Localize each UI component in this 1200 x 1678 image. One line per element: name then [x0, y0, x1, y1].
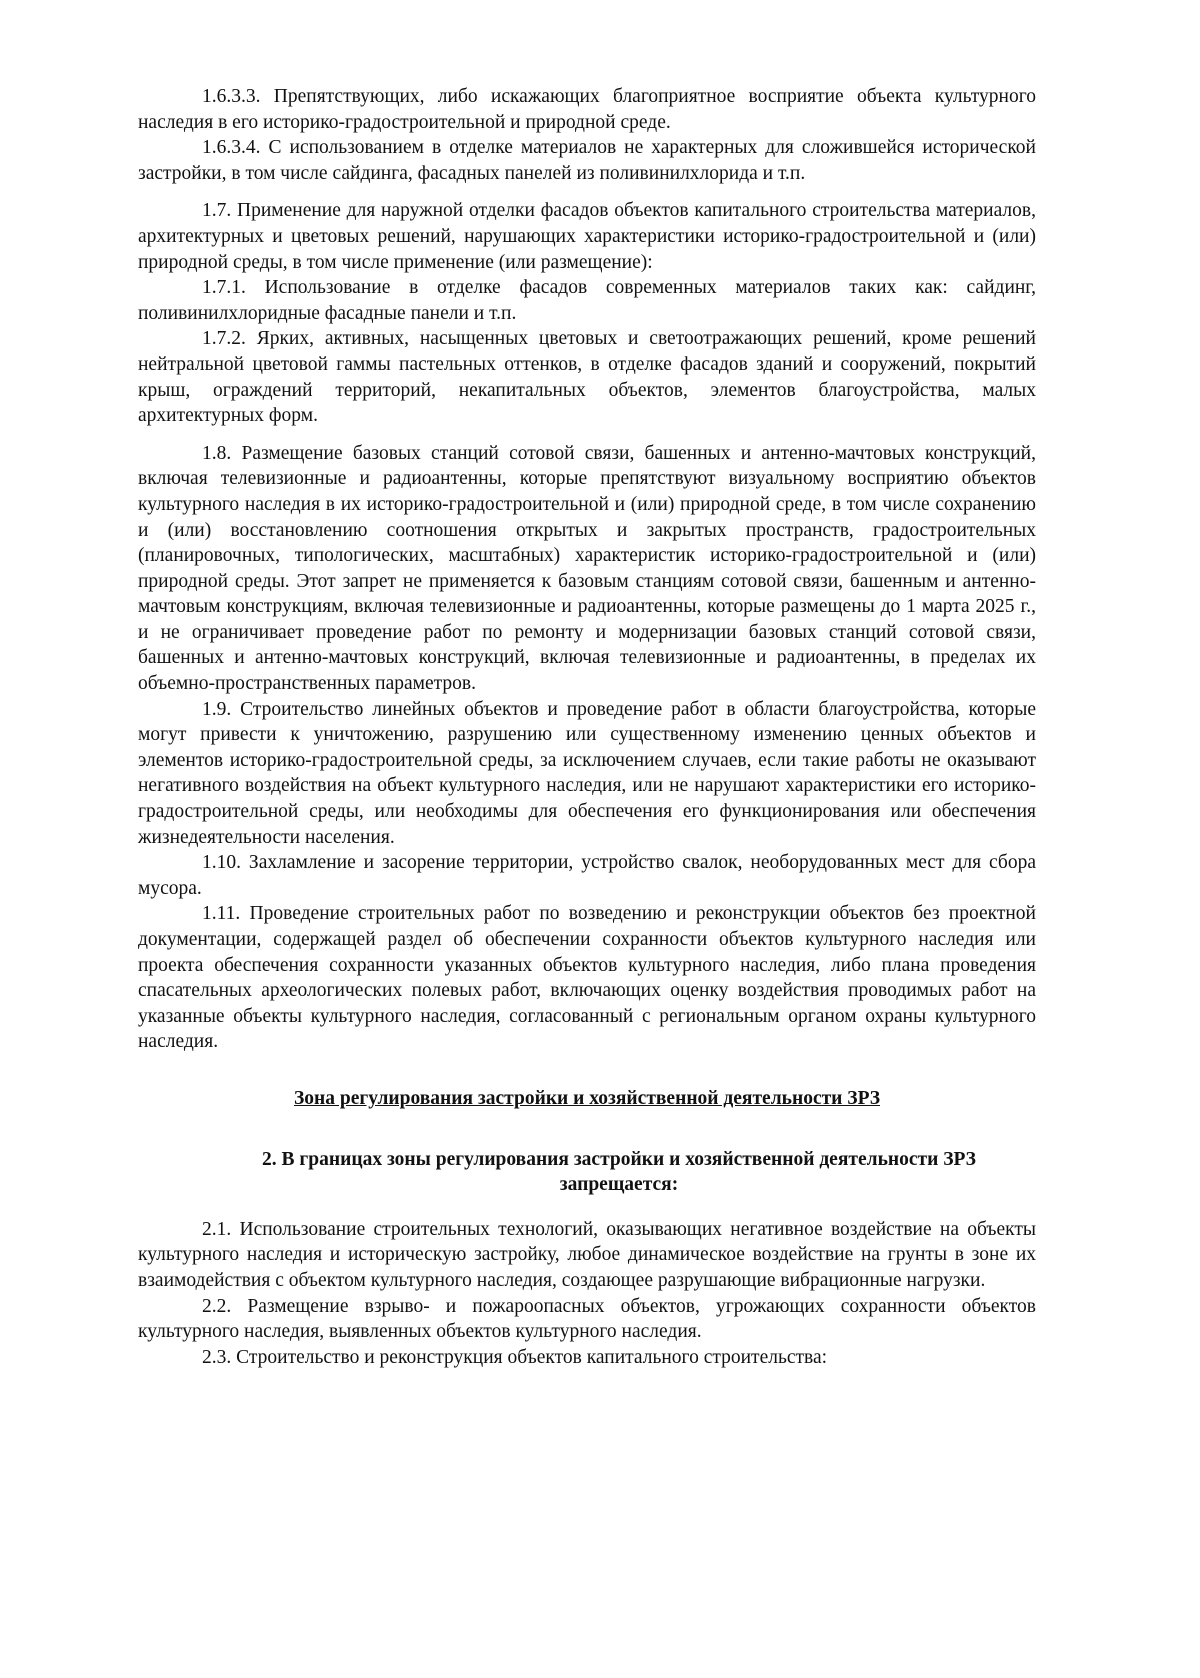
document-page	[138, 84, 1036, 1370]
paragraph-2-3: 2.3. Строительство и реконструкция объектов капитального строительства:	[202, 1346, 828, 1368]
paragraph-1-11: 1.11. Проведение строительных работ по возведению и реконструкции объектов без проектной документации, содержащей раздел об обеспечении сохранности объектов культурного наследия или проекта обеспечения сохранности указанных объектов культурного наследия, либо плана проведения спасательных археологических полевых работ, включающих оценку воздействия проводимых работ на указанные объекты культурного наследия, согласованный с региональным органом охраны культурного наследия.	[138, 903, 1036, 1053]
zone-title: Зона регулирования застройки и хозяйственной деятельности ЗРЗ	[293, 1087, 881, 1109]
paragraph-1-6-3-4: 1.6.3.4. С использованием в отделке материалов не характерных для сложившейся исторической застройки, в том числе сайдинга, фасадных панелей из поливинилхлорида и т.п.	[138, 137, 1036, 184]
paragraph-1-8: 1.8. Размещение базовых станций сотовой связи, башенных и антенно-мачтовых конструкций, включая телевизионные и радиоантенны, которые препятствуют визуальному восприятию объектов культурного наследия в их историко-градостроительной и (или) природной среде, в том числе сохранению и (или) восстановлению соотношения открытых и закрытых пространств, градостроительных (планировочных, типологических, масштабных) характеристик историко-градостроительной и (или) природной среды. Этот запрет не применяется к базовым станциям сотовой связи, башенным и антенно-мачтовым конструкциям, включая телевизионные и радиоантенны, которые размещены до 1 марта 2025 г., и не ограничивает проведение работ по ремонту и модернизации базовых станций сотовой связи, башенных и антенно-мачтовых конструкций, включая телевизионные и радиоантенны, в пределах их объемно-пространственных параметров.	[138, 442, 1036, 695]
paragraph-2-2: 2.2. Размещение взрыво- и пожароопасных объектов, угрожающих сохранности объектов культурного наследия, выявленных объектов культурного наследия.	[138, 1295, 1036, 1343]
paragraph-1-7: 1.7. Применение для наружной отделки фасадов объектов капитального строительства материалов, архитектурных и цветовых решений, нарушающих характеристики историко-градостроительной и (или) природной среды, в том числе применение (или размещение):	[138, 200, 1036, 273]
paragraph-1-7-1: 1.7.1. Использование в отделке фасадов современных материалов таких как: сайдинг, поливинилхлоридные фасадные панели и т.п.	[138, 277, 1036, 324]
paragraph-1-10: 1.10. Захламление и засорение территории, устройство свалок, необорудованных мест для сбора мусора.	[138, 852, 1036, 899]
section-2-heading: 2. В границах зоны регулирования застройки и хозяйственной деятельности ЗРЗ запрещается:	[262, 1148, 976, 1196]
paragraph-1-6-3-3: 1.6.3.3. Препятствующих, либо искажающих благоприятное восприятие объекта культурного наследия в его историко-градостроительной и природной среде.	[138, 86, 1036, 133]
paragraph-1-9: 1.9. Строительство линейных объектов и проведение работ в области благоустройства, которые могут привести к уничтожению, разрушению или существенному изменению ценных объектов и элементов историко-градостроительной среды, за исключением случаев, если такие работы не оказывают негативного воздействия на объект культурного наследия, или не нарушают характеристики его историко-градостроительной среды, или необходимы для обеспечения его функционирования или обеспечения жизнедеятельности населения.	[138, 698, 1036, 848]
paragraph-1-7-2: 1.7.2. Ярких, активных, насыщенных цветовых и светоотражающих решений, кроме решений нейтральной цветовой гаммы пастельных оттенков, в отделке фасадов зданий и сооружений, покрытий крыш, ограждений территорий, некапитальных объектов, элементов благоустройства, малых архитектурных форм.	[138, 328, 1036, 427]
paragraph-2-1: 2.1. Использование строительных технологий, оказывающих негативное воздействие на объекты культурного наследия и историческую застройку, любое динамическое воздействие на грунты в зоне их взаимодействия с объектом культурного наследия, создающее разрушающие вибрационные нагрузки.	[138, 1218, 1036, 1291]
